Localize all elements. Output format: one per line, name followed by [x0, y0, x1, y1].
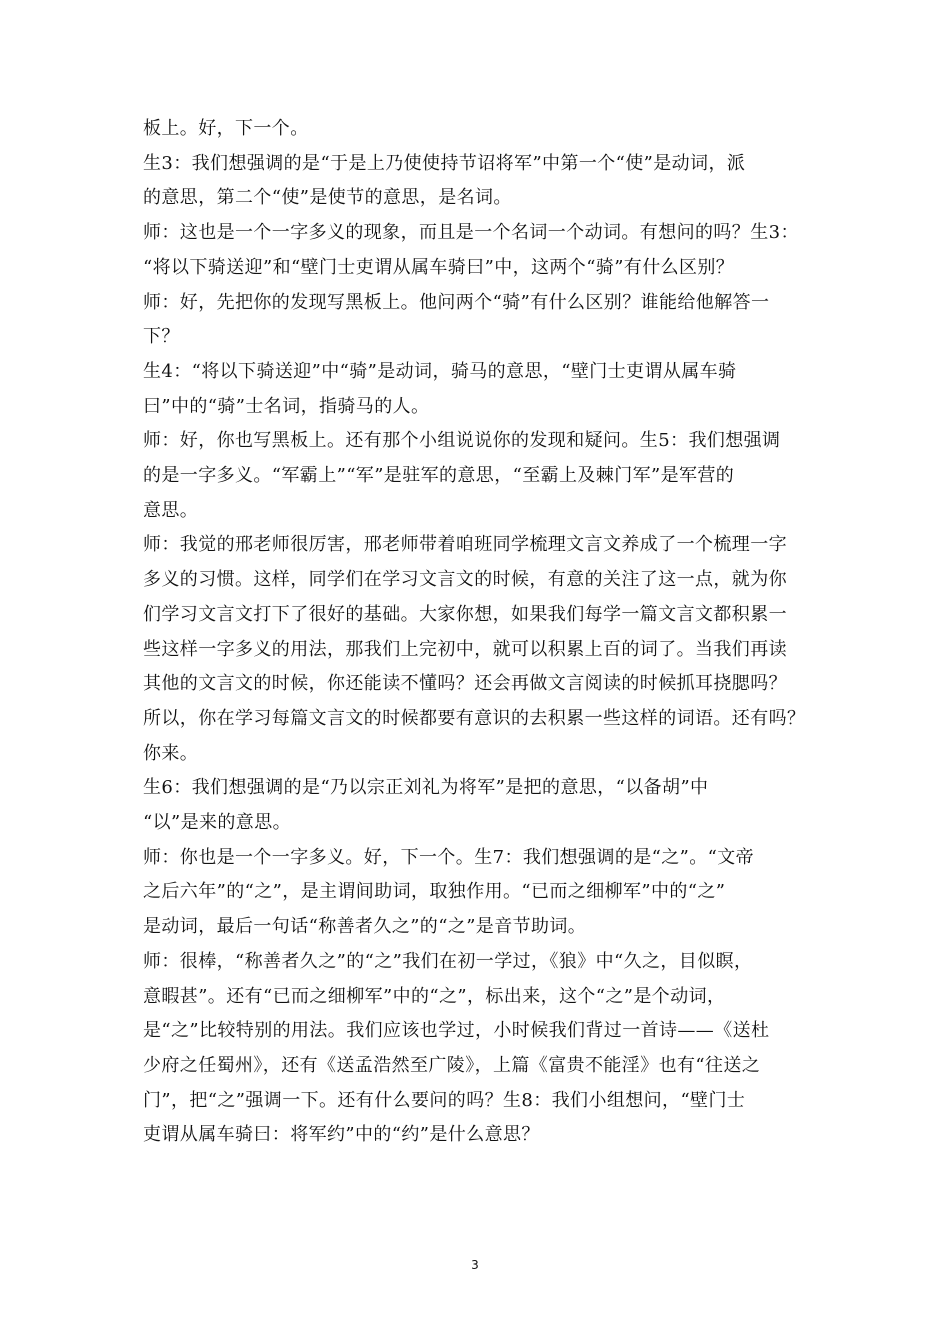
text-line: 师：你也是一个一字多义。好，下一个。生7：我们想强调的是“之”。“文帝 [143, 846, 755, 868]
text-line: 是“之”比较特别的用法。我们应该也学过，小时候我们背过一首诗——《送杜 [143, 1020, 770, 1042]
text-line: “以”是来的意思。 [143, 812, 292, 833]
text-line: 师：这也是一个一字多义的现象，而且是一个名词一个动词。有想问的吗？生3： [143, 222, 799, 244]
text-line: 师：很棒，“称善者久之”的“之”我们在初一学过，《狼》中“久之，目似瞑， [143, 950, 753, 972]
text-line: 的意思，第二个“使”是使节的意思，是名词。 [143, 187, 512, 209]
text-line: 是动词，最后一句话“称善者久之”的“之”是音节助词。 [143, 916, 587, 938]
text-line: 们学习文言文打下了很好的基础。大家你想，如果我们每学一篇文言文都积累一 [143, 603, 787, 625]
text-line: 生3：我们想强调的是“于是上乃使使持节诏将军”中第一个“使”是动词，派 [143, 152, 746, 174]
text-line: 之后六年”的“之”，是主谓间助词，取独作用。“已而之细柳军”中的“之” [143, 881, 726, 903]
text-line: 所以，你在学习每篇文言文的时候都要有意识的去积累一些这样的词语。还有吗？ [143, 707, 806, 729]
text-line: 你来。 [143, 742, 199, 764]
text-line: 下？ [143, 326, 180, 348]
text-line: “将以下骑送迎”和“壁门士吏谓从属车骑曰”中，这两个“骑”有什么区别？ [143, 256, 735, 278]
text-line: 其他的文言文的时候，你还能读不懂吗？还会再做文言阅读的时候抓耳挠腮吗？ [143, 673, 787, 695]
text-line: 意思。 [143, 499, 199, 521]
text-line: 些这样一字多义的用法，那我们上完初中，就可以积累上百的词了。当我们再读 [143, 638, 787, 660]
text-line: 吏谓从属车骑曰：将军约”中的“约”是什么意思？ [143, 1124, 540, 1146]
text-line: 师：好，先把你的发现写黑板上。他问两个“骑”有什么区别？谁能给他解答一 [143, 291, 770, 313]
text-line: 门”，把“之”强调一下。还有什么要问的吗？生8：我们小组想问，“壁门士 [143, 1089, 746, 1111]
text-line: 多义的习惯。这样，同学们在学习文言文的时候，有意的关注了这一点，就为你 [143, 569, 787, 591]
text-line: 板上。好，下一个。 [143, 118, 309, 139]
page-number: 3 [471, 1258, 479, 1272]
text-line: 少府之任蜀州》，还有《送孟浩然至广陵》，上篇《富贵不能淫》也有“往送之 [143, 1054, 761, 1076]
text-line: 生6：我们想强调的是“乃以宗正刘礼为将军”是把的意思，“以备胡”中 [143, 777, 709, 799]
text-line: 的是一字多义。“军霸上”“军”是驻军的意思，“至霸上及棘门军”是军营的 [143, 465, 735, 486]
text-line: 生4：“将以下骑送迎”中“骑”是动词，骑马的意思，“壁门士吏谓从属车骑 [143, 360, 737, 382]
text-line: 师：好，你也写黑板上。还有那个小组说说你的发现和疑问。生5：我们想强调 [143, 430, 781, 452]
text-line: 意暇甚”。还有“已而之细柳军”中的“之”，标出来，这个“之”是个动词， [143, 985, 726, 1007]
text-line: 师：我觉的邢老师很厉害，邢老师带着咱班同学梳理文言文养成了一个梳理一字 [143, 534, 787, 556]
text-line: 曰”中的“骑”士名词，指骑马的人。 [143, 395, 430, 417]
